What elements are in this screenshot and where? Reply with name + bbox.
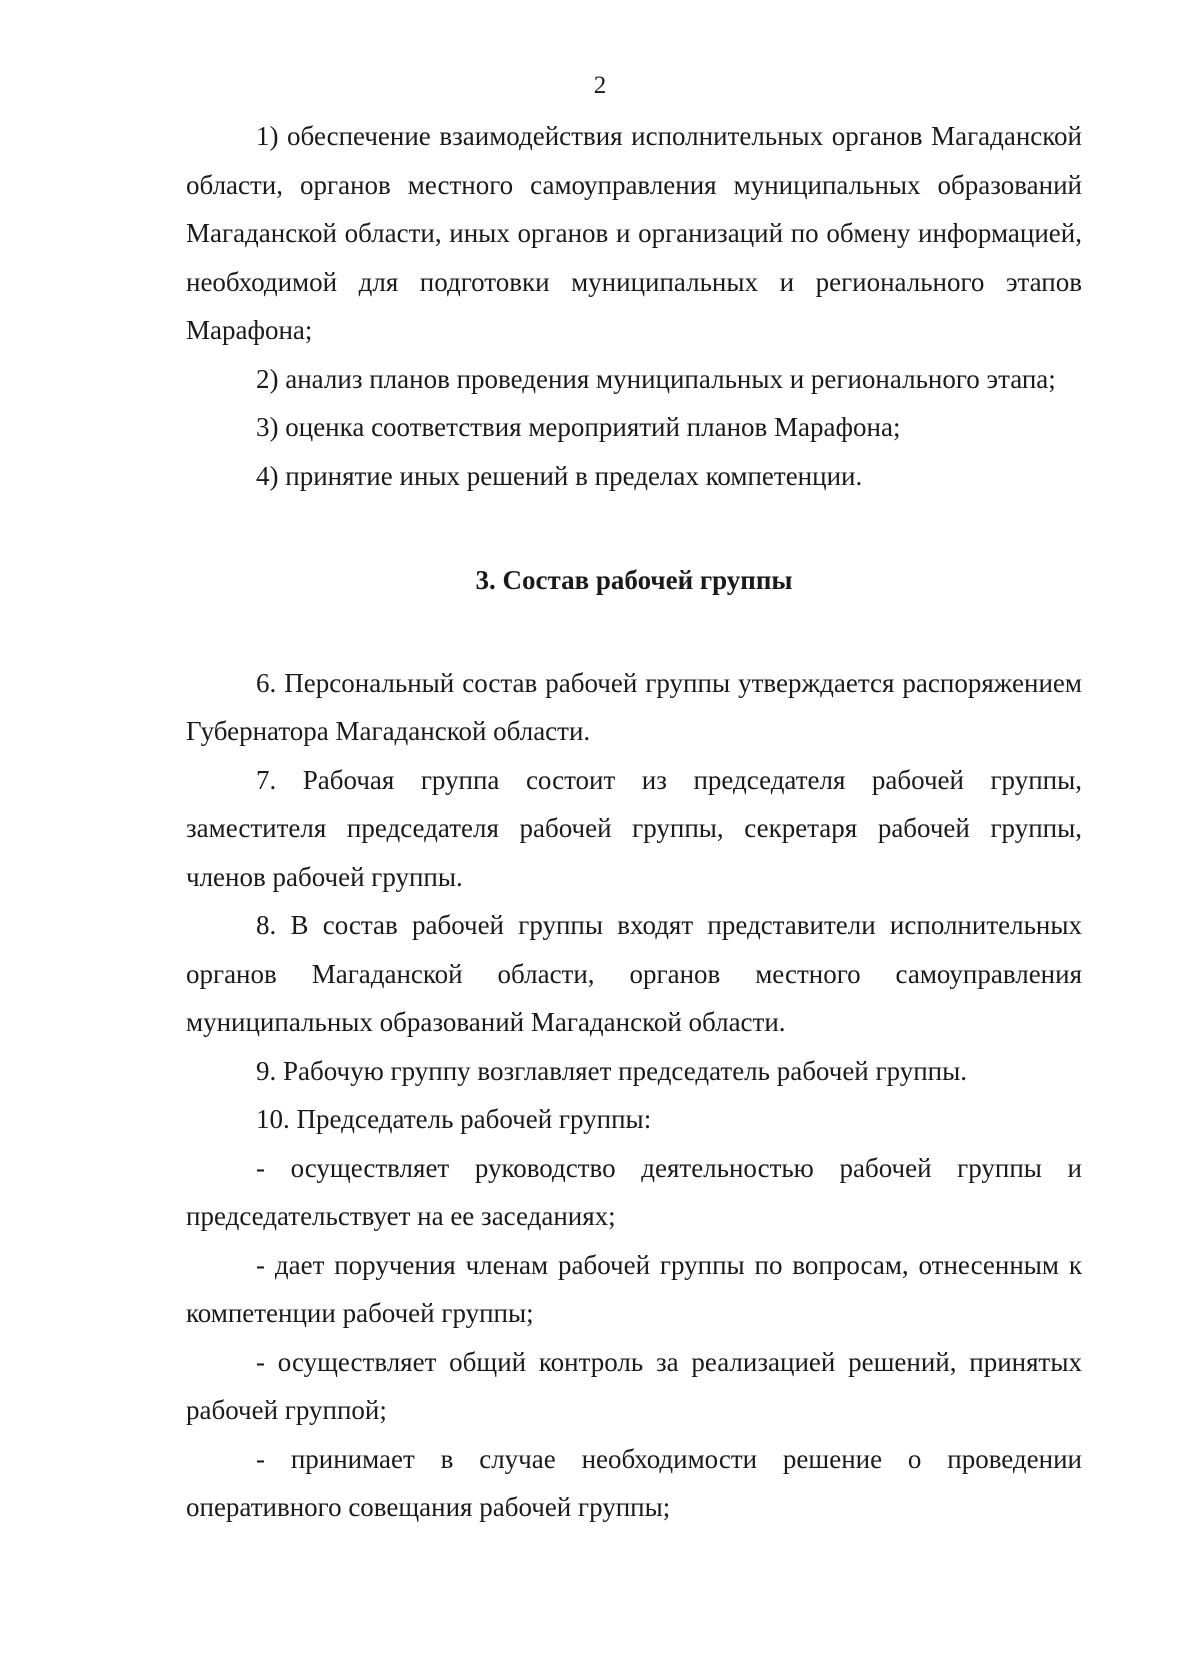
paragraph-9: 9. Рабочую группу возглавляет председатель рабочей группы. (256, 1055, 968, 1086)
document-body (186, 112, 1082, 1532)
chairman-duty-2: - дает поручения членам рабочей группы по вопросам, отнесенным к компетенции рабочей группы; (186, 1249, 1082, 1328)
paragraph-7: 7. Рабочая группа состоит из председателя рабочей группы, заместителя председателя рабочей группы, секретаря рабочей группы, членов рабочей группы. (186, 764, 1082, 892)
chairman-duty-3: - осуществляет общий контроль за реализацией решений, принятых рабочей группой; (186, 1346, 1082, 1425)
paragraph-8: 8. В состав рабочей группы входят представители исполнительных органов Магаданской области, органов местного самоуправления муниципальных образований Магаданской области. (186, 910, 1082, 1037)
page-number: 2 (593, 72, 607, 99)
chairman-duty-1: - осуществляет руководство деятельностью рабочей группы и председательствует на ее заседаниях; (186, 1152, 1082, 1231)
paragraph-item-4: 4) принятие иных решений в пределах компетенции. (256, 460, 863, 491)
paragraph-6: 6. Персональный состав рабочей группы утверждается распоряжением Губернатора Магаданской области. (186, 667, 1082, 746)
paragraph-item-3: 3) оценка соответствия мероприятий планов Марафона; (256, 412, 901, 442)
paragraph-10: 10. Председатель рабочей группы: (256, 1104, 652, 1134)
chairman-duty-4: - принимает в случае необходимости решение о проведении оперативного совещания рабочей группы; (186, 1443, 1082, 1522)
paragraph-item-2: 2) анализ планов проведения муниципальных и регионального этапа; (256, 363, 1056, 394)
paragraph-item-1: 1) обеспечение взаимодействия исполнительных органов Магаданской области, органов местного самоуправления муниципальных образований Магаданской области, иных органов и организаций по обмену информацией, необходимой для подготовки муниципальных и регионального этапов Марафона; (186, 121, 1082, 345)
section-heading: 3. Состав рабочей группы (475, 565, 793, 595)
